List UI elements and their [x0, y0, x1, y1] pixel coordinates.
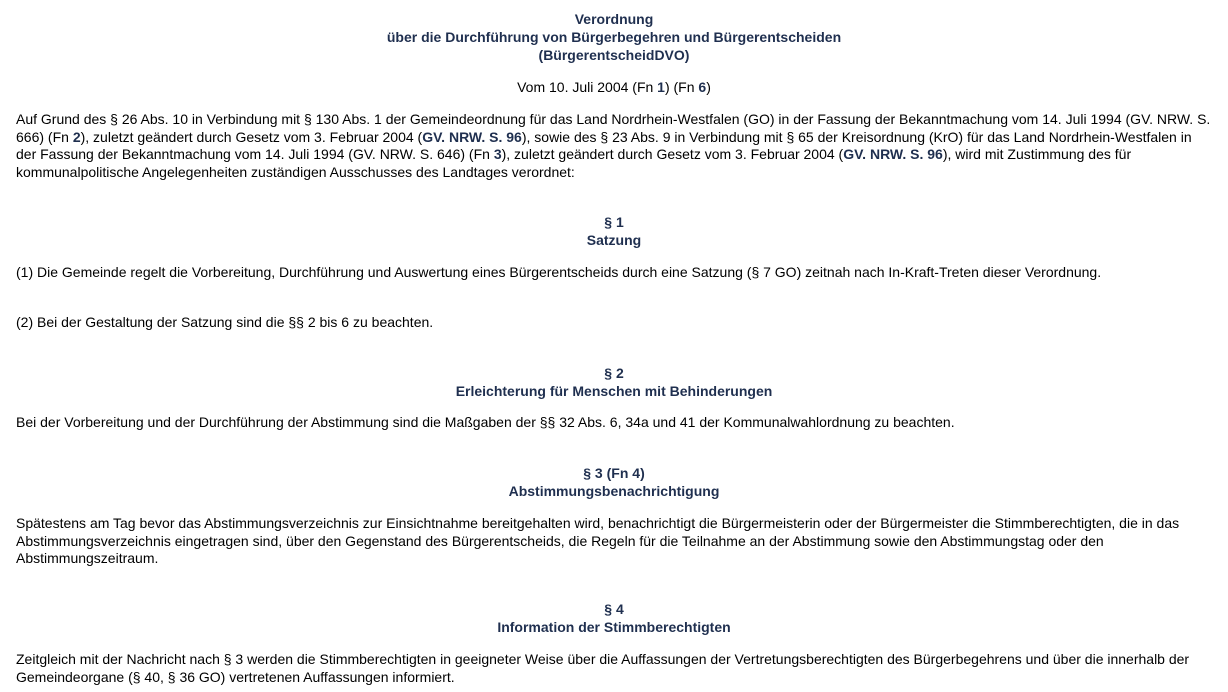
preamble-text-5: ), wird mit Zustimmung des für kommunalpolitische Angelegenheiten zuständigen Ausschusses des Landtages verordnet:	[16, 146, 1132, 180]
section-2-title: Erleichterung für Menschen mit Behinderungen	[455, 383, 773, 399]
section-1-heading	[0, 213, 1228, 249]
section-3-number-suffix: )	[640, 465, 645, 481]
footnote-link-3[interactable]: 3	[493, 146, 502, 162]
preamble-text-3: ), sowie des § 23 Abs. 9 in Verbindung mit § 65 der Kreisordnung (KrO) für das Land Nordrhein-Westfalen in der Fassung der Bekanntmachung vom 14. Juli 1994 (GV. NRW. S. 646) (Fn	[16, 128, 1192, 162]
footnote-link-1[interactable]: 1	[657, 79, 665, 95]
preamble-text-2: ), zuletzt geändert durch Gesetz vom 3. Februar 2004 (	[80, 128, 423, 145]
title-line-3: (BürgerentscheidDVO)	[538, 47, 690, 63]
gazette-link-2[interactable]: GV. NRW. S. 96	[843, 146, 943, 162]
section-2-paragraph-1: Bei der Vorbereitung und der Durchführung der Abstimmung sind die Maßgaben der §§ 32 Abs. 6, 34a und 41 der Kommunalwahlordnung zu beachten.	[16, 414, 955, 430]
section-4-heading	[0, 600, 1228, 636]
document-title	[0, 10, 1228, 64]
section-3-number-prefix: § 3 (Fn	[583, 465, 633, 481]
date-prefix: Vom 10. Juli 2004 (Fn	[517, 79, 658, 95]
section-1-number: § 1	[604, 214, 624, 230]
section-4-number: § 4	[604, 601, 624, 617]
title-line-1: Verordnung	[574, 11, 654, 27]
section-3-paragraph-1: Spätestens am Tag bevor das Abstimmungsverzeichnis zur Einsichtnahme bereitgehalten wird, benachrichtigt die Bürgermeisterin oder der Bürgermeister die Stimmberechtigten, die in das Abstimmungsverzeichnis eingetragen sind, über den Gegenstand des Bürgerentscheids, die Regeln für die Teilnahme an der Abstimmung sowie den Abstimmungstag oder den Abstimmungszeitraum.	[16, 515, 1180, 566]
section-1-paragraph-2: (2) Bei der Gestaltung der Satzung sind die §§ 2 bis 6 zu beachten.	[16, 314, 434, 330]
section-1-paragraph-1: (1) Die Gemeinde regelt die Vorbereitung, Durchführung und Auswertung eines Bürgerentscheids durch eine Satzung (§ 7 GO) zeitnah nach In-Kraft-Treten dieser Verordnung.	[16, 264, 1102, 280]
date-line	[0, 78, 1228, 96]
gazette-link-1[interactable]: GV. NRW. S. 96	[422, 128, 522, 145]
section-3-number	[0, 464, 1228, 482]
section-1-title: Satzung	[586, 232, 642, 248]
section-3-heading	[0, 464, 1228, 500]
footnote-link-2[interactable]: 2	[72, 128, 81, 145]
date-middle: ) (Fn	[664, 79, 699, 95]
footnote-link-4[interactable]: 4	[632, 465, 641, 481]
section-2-number: § 2	[604, 365, 624, 381]
footnote-link-6[interactable]: 6	[698, 79, 707, 95]
preamble	[16, 111, 1214, 181]
date-suffix: )	[706, 79, 711, 95]
section-4-title: Information der Stimmberechtigten	[497, 619, 731, 635]
section-3-title: Abstimmungsbenachrichtigung	[508, 483, 720, 499]
title-line-2: über die Durchführung von Bürgerbegehren und Bürgerentscheiden	[386, 29, 842, 45]
preamble-text-4: ), zuletzt geändert durch Gesetz vom 3. Februar 2004 (	[501, 146, 844, 162]
section-2-heading	[0, 364, 1228, 400]
preamble-text-1: Auf Grund des § 26 Abs. 10 in Verbindung mit § 130 Abs. 1 der Gemeindeordnung für das Land Nordrhein-Westfalen (GO) in der Fassung der Bekanntmachung vom 14. Juli 1994 (GV. NRW. S. 666) (Fn	[16, 111, 1211, 145]
section-4-paragraph-1: Zeitgleich mit der Nachricht nach § 3 werden die Stimmberechtigten in geeigneter Weise über die Auffassungen der Vertretungsberechtigten des Bürgerbegehrens und über die innerhalb der Gemeindeorgane (§ 40, § 36 GO) vertretenen Auffassungen informiert.	[16, 651, 1190, 685]
